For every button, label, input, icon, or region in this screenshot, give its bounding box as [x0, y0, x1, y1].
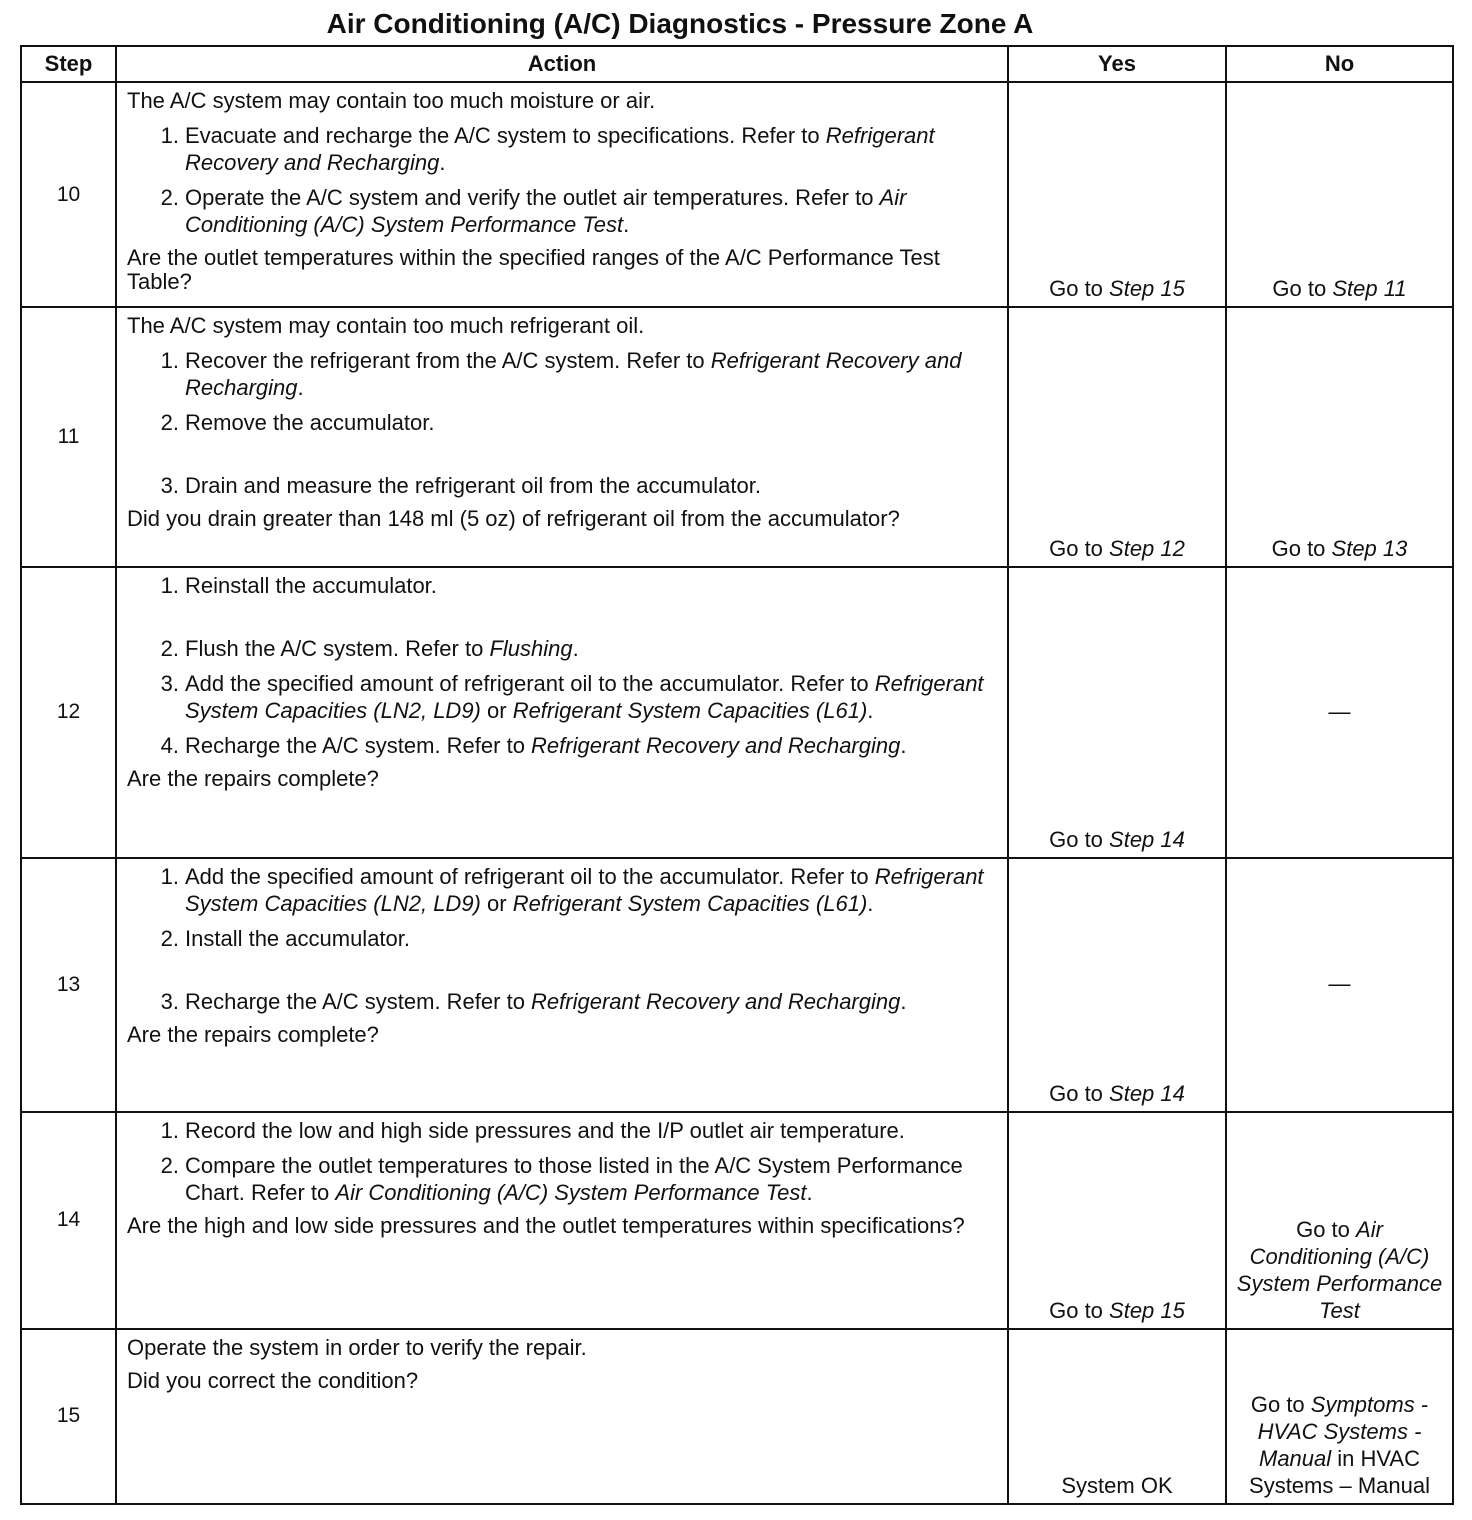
action-cell [116, 307, 1008, 567]
no-prefix: Go to [1250, 1392, 1311, 1417]
step-tail: . [900, 988, 907, 1014]
action-cell [116, 1329, 1008, 1504]
header-no: No [1226, 46, 1453, 82]
no-step-link: Step 13 [1331, 536, 1408, 562]
step-text: Drain and measure the refrigerant oil from the accumulator. [185, 473, 761, 499]
no-prefix: Go to [1272, 276, 1333, 302]
yes-text: System OK [1061, 1473, 1173, 1498]
step-number: 10 [21, 82, 116, 307]
step-text: Install the accumulator. [185, 925, 411, 951]
step-text: Evacuate and recharge the A/C system to specifications. Refer to [185, 123, 826, 148]
step-index: 2. [160, 925, 179, 951]
table-row [21, 1329, 1453, 1504]
action-steps [127, 1117, 997, 1206]
no-result [1226, 82, 1453, 307]
step-tail: . [867, 890, 874, 916]
action-step [127, 635, 997, 662]
action-intro: The A/C system may contain too much moisture or air. [127, 88, 656, 113]
step-tail: . [806, 1179, 813, 1205]
table-body [21, 82, 1453, 1504]
no-result [1226, 567, 1453, 857]
yes-step-link: Step 12 [1109, 536, 1185, 562]
action-steps [127, 347, 997, 499]
step-number: 15 [21, 1329, 116, 1504]
yes-step-link: Step 14 [1109, 826, 1185, 852]
step-number: 11 [21, 307, 116, 567]
step-text: Recharge the A/C system. Refer to [185, 988, 532, 1014]
yes-result [1008, 307, 1226, 567]
step-tail: . [867, 698, 874, 724]
action-steps [127, 122, 997, 238]
yes-prefix: Go to [1049, 276, 1110, 302]
action-step [127, 122, 997, 176]
action-question: Did you drain greater than 148 ml (5 oz) of refrigerant oil from the accumulator? [127, 506, 900, 532]
action-step [127, 409, 997, 436]
step-text: Remove the accumulator. [185, 410, 435, 436]
diagnostic-table [20, 45, 1454, 1505]
action-cell [116, 82, 1008, 307]
action-intro: Operate the system in order to verify the repair. [127, 1334, 587, 1360]
header-step: Step [21, 46, 116, 82]
yes-step-link: Step 14 [1109, 1080, 1185, 1106]
step-reference: Refrigerant System Capacities (LN2, LD9) [185, 863, 984, 916]
action-step [127, 347, 997, 401]
step-text: Reinstall the accumulator. [185, 573, 437, 599]
yes-prefix: Go to [1049, 1297, 1110, 1323]
step-index: 1. [160, 1117, 179, 1143]
yes-result [1008, 82, 1226, 307]
step-index: 2. [160, 410, 179, 436]
step-reference: Air Conditioning (A/C) System Performance Test [185, 185, 907, 237]
action-step [127, 1152, 997, 1206]
step-reference-2: Refrigerant System Capacities (L61) [512, 698, 868, 724]
header-yes: Yes [1008, 46, 1226, 82]
action-steps [127, 863, 997, 1015]
no-result [1226, 1329, 1453, 1504]
action-question: Did you correct the condition? [127, 1367, 419, 1393]
step-index: 2. [160, 1152, 179, 1178]
action-question: Are the repairs complete? [127, 766, 379, 792]
step-text: Add the specified amount of refrigerant oil to the accumulator. Refer to [185, 863, 875, 889]
step-reference: Flushing [489, 636, 573, 662]
step-text: Operate the A/C system and verify the outlet air temperatures. Refer to [185, 185, 880, 210]
step-reference-2: Refrigerant System Capacities (L61) [512, 890, 868, 916]
table-row [21, 567, 1453, 857]
yes-step-link: Step 15 [1109, 276, 1185, 302]
step-index: 1. [160, 348, 179, 374]
page-title: Air Conditioning (A/C) Diagnostics - Pressure Zone A [326, 8, 1034, 39]
step-number: 14 [21, 1112, 116, 1329]
no-prefix: Go to [1296, 1216, 1357, 1242]
action-step [127, 1117, 997, 1144]
step-reference: Refrigerant Recovery and Recharging [531, 733, 901, 759]
step-index: 3. [160, 988, 179, 1014]
no-step-link: Symptoms - HVAC Systems - Manual [1257, 1392, 1429, 1471]
step-reference: Air Conditioning (A/C) System Performance Test [335, 1179, 807, 1205]
step-number: 13 [21, 858, 116, 1112]
yes-result [1008, 567, 1226, 857]
step-text: Compare the outlet temperatures to those listed in the A/C System Performance Chart. Refer to [185, 1152, 963, 1205]
action-cell [116, 858, 1008, 1112]
no-step-link: Step 11 [1332, 276, 1407, 302]
step-text: Recharge the A/C system. Refer to [185, 733, 532, 759]
step-tail: . [297, 375, 304, 401]
action-step [127, 925, 997, 952]
step-index: 2. [160, 636, 179, 662]
action-cell [116, 1112, 1008, 1329]
step-index: 3. [160, 671, 179, 697]
action-cell [116, 567, 1008, 857]
step-text: Flush the A/C system. Refer to [185, 636, 490, 662]
step-index: 1. [160, 863, 179, 889]
yes-result [1008, 858, 1226, 1112]
step-reference: Refrigerant Recovery and Recharging [531, 988, 901, 1014]
step-index: 2. [160, 185, 179, 210]
step-tail: . [572, 636, 579, 662]
action-question: Are the outlet temperatures within the specified ranges of the A/C Performance Test Table? [127, 245, 940, 294]
no-result [1226, 307, 1453, 567]
action-step [127, 184, 997, 238]
no-result [1226, 858, 1453, 1112]
step-reference: Refrigerant Recovery and Recharging [185, 123, 935, 175]
action-step [127, 863, 997, 917]
no-text: — [1328, 971, 1351, 997]
step-tail: . [623, 212, 630, 237]
step-text: Add the specified amount of refrigerant oil to the accumulator. Refer to [185, 671, 875, 697]
table-row [21, 307, 1453, 567]
table-row [21, 82, 1453, 307]
step-index: 3. [160, 473, 179, 499]
no-prefix: Go to [1271, 536, 1332, 562]
step-index: 4. [160, 733, 179, 759]
yes-result [1008, 1329, 1226, 1504]
yes-step-link: Step 15 [1109, 1297, 1185, 1323]
no-suffix: in HVAC Systems – Manual [1249, 1446, 1430, 1498]
step-text: Record the low and high side pressures and the I/P outlet air temperature. [185, 1117, 905, 1143]
header-row [21, 46, 1453, 82]
action-intro: The A/C system may contain too much refrigerant oil. [127, 313, 645, 339]
header-action: Action [116, 46, 1008, 82]
action-step [127, 670, 997, 724]
action-question: Are the repairs complete? [127, 1021, 379, 1047]
action-step [127, 988, 997, 1015]
step-tail: . [900, 733, 907, 759]
action-step [127, 472, 997, 499]
action-step [127, 572, 997, 599]
no-result [1226, 1112, 1453, 1329]
action-question: Are the high and low side pressures and the outlet temperatures within specifications? [127, 1212, 965, 1238]
yes-result [1008, 1112, 1226, 1329]
step-index: 1. [160, 573, 179, 599]
step-reference: Refrigerant Recovery and Recharging [185, 348, 962, 401]
no-step-link: Air Conditioning (A/C) System Performance Test [1236, 1216, 1443, 1323]
step-connector: or [480, 890, 513, 916]
action-step [127, 732, 997, 759]
yes-prefix: Go to [1049, 1080, 1110, 1106]
step-text: Recover the refrigerant from the A/C system. Refer to [185, 348, 711, 374]
yes-prefix: Go to [1049, 536, 1110, 562]
step-number: 12 [21, 567, 116, 857]
step-tail: . [439, 150, 446, 175]
table-row [21, 858, 1453, 1112]
yes-prefix: Go to [1049, 826, 1110, 852]
step-index: 1. [160, 123, 179, 148]
step-connector: or [480, 698, 513, 724]
step-reference: Refrigerant System Capacities (LN2, LD9) [185, 671, 984, 724]
action-steps [127, 572, 997, 759]
no-text: — [1328, 698, 1351, 724]
table-row [21, 1112, 1453, 1329]
